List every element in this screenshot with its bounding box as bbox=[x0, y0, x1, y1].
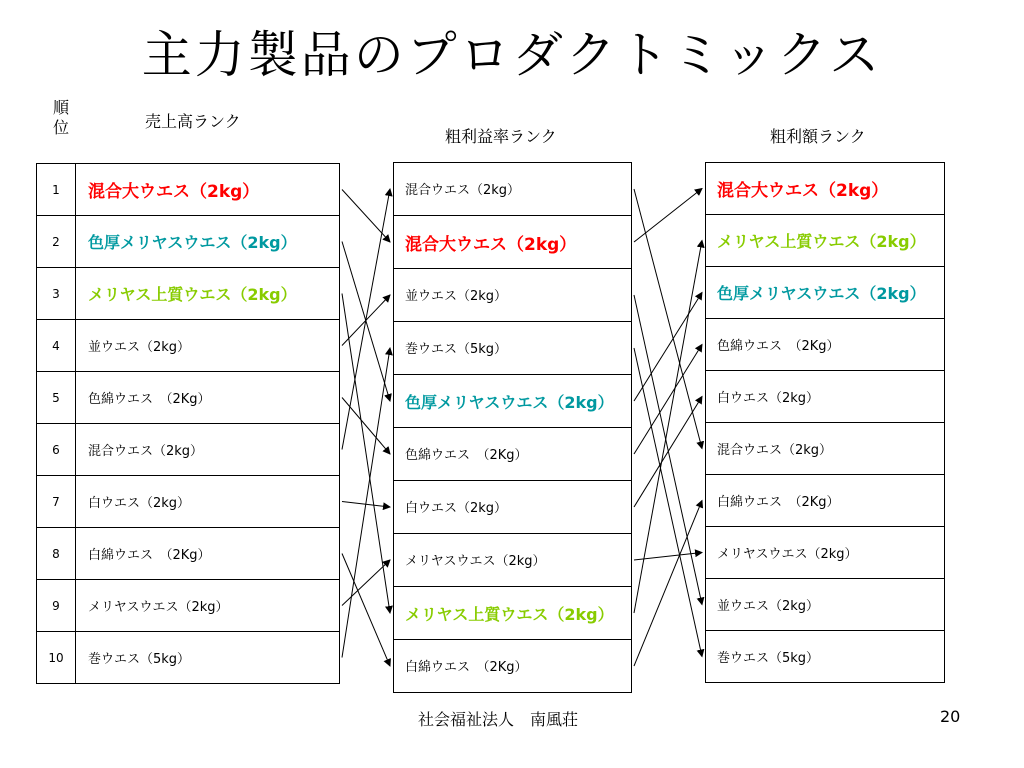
profit-rank-label: 粗利額ランク bbox=[770, 127, 866, 146]
sales-product-name: 白ウエス（2kg） bbox=[76, 476, 340, 528]
rank-number: 10 bbox=[37, 632, 76, 684]
sales-product-name: メリヤスウエス（2kg） bbox=[76, 580, 340, 632]
margin-product-name: 混合ウエス（2kg） bbox=[394, 163, 632, 216]
rank-number: 5 bbox=[37, 372, 76, 424]
sales-to-margin-arrow bbox=[342, 398, 390, 455]
sales-to-margin-arrow bbox=[342, 190, 390, 243]
rank-number: 1 bbox=[37, 164, 76, 216]
margin-product-name: 巻ウエス（5kg） bbox=[394, 322, 632, 375]
profit-product-name: 白綿ウエス （2Kg） bbox=[706, 475, 945, 527]
page-title: 主力製品のプロダクトミックス bbox=[141, 26, 883, 84]
margin-product-name: 白ウエス（2kg） bbox=[394, 481, 632, 534]
margin-product-name: 並ウエス（2kg） bbox=[394, 269, 632, 322]
footer-organization: 社会福祉法人 南風荘 bbox=[418, 710, 579, 729]
profit-product-name: 白ウエス（2kg） bbox=[706, 371, 945, 423]
margin-to-profit-arrow bbox=[634, 189, 702, 243]
margin-to-profit-arrow bbox=[634, 345, 702, 455]
rank-number: 8 bbox=[37, 528, 76, 580]
margin-to-profit-arrow bbox=[634, 293, 702, 402]
margin-product-name: メリヤスウエス（2kg） bbox=[394, 534, 632, 587]
profit-product-name: メリヤスウエス（2kg） bbox=[706, 527, 945, 579]
page-number: 20 bbox=[940, 707, 961, 726]
margin-to-profit-arrow bbox=[634, 348, 702, 657]
margin-to-profit-arrow bbox=[634, 501, 702, 667]
sales-product-name: 混合大ウエス（2kg） bbox=[76, 164, 340, 216]
margin-product-name: 混合大ウエス（2kg） bbox=[394, 216, 632, 269]
sales-product-name: 並ウエス（2kg） bbox=[76, 320, 340, 372]
sales-to-margin-arrow bbox=[342, 560, 390, 606]
sales-product-name: 白綿ウエス （2Kg） bbox=[76, 528, 340, 580]
sales-rank-label: 売上高ランク bbox=[145, 112, 241, 131]
sales-product-name: 巻ウエス（5kg） bbox=[76, 632, 340, 684]
sales-to-margin-arrow bbox=[342, 189, 390, 450]
sales-product-name: 混合ウエス（2kg） bbox=[76, 424, 340, 476]
rank-number: 9 bbox=[37, 580, 76, 632]
margin-product-name: 白綿ウエス （2Kg） bbox=[394, 640, 632, 693]
rank-number: 3 bbox=[37, 268, 76, 320]
profit-product-name: メリヤス上質ウエス（2kg） bbox=[706, 215, 945, 267]
rank-number: 7 bbox=[37, 476, 76, 528]
rank-number: 4 bbox=[37, 320, 76, 372]
sales-to-margin-arrow bbox=[342, 294, 390, 614]
profit-product-name: 色綿ウエス （2Kg） bbox=[706, 319, 945, 371]
sales-product-name: 色綿ウエス （2Kg） bbox=[76, 372, 340, 424]
sales-product-name: 色厚メリヤスウエス（2kg） bbox=[76, 216, 340, 268]
profit-product-name: 混合大ウエス（2kg） bbox=[706, 163, 945, 215]
rank-column-label: 順位 bbox=[52, 98, 69, 137]
margin-to-profit-arrow bbox=[634, 189, 702, 449]
profit-product-name: 混合ウエス（2kg） bbox=[706, 423, 945, 475]
margin-product-name: 色綿ウエス （2Kg） bbox=[394, 428, 632, 481]
margin-to-profit-arrow bbox=[634, 397, 702, 508]
profit-product-name: 色厚メリヤスウエス（2kg） bbox=[706, 267, 945, 319]
rank-number: 2 bbox=[37, 216, 76, 268]
margin-rank-label: 粗利益率ランク bbox=[445, 127, 557, 146]
profit-product-name: 巻ウエス（5kg） bbox=[706, 631, 945, 683]
rank-number: 6 bbox=[37, 424, 76, 476]
margin-product-name: メリヤス上質ウエス（2kg） bbox=[394, 587, 632, 640]
profit-product-name: 並ウエス（2kg） bbox=[706, 579, 945, 631]
margin-product-name: 色厚メリヤスウエス（2kg） bbox=[394, 375, 632, 428]
sales-product-name: メリヤス上質ウエス（2kg） bbox=[76, 268, 340, 320]
